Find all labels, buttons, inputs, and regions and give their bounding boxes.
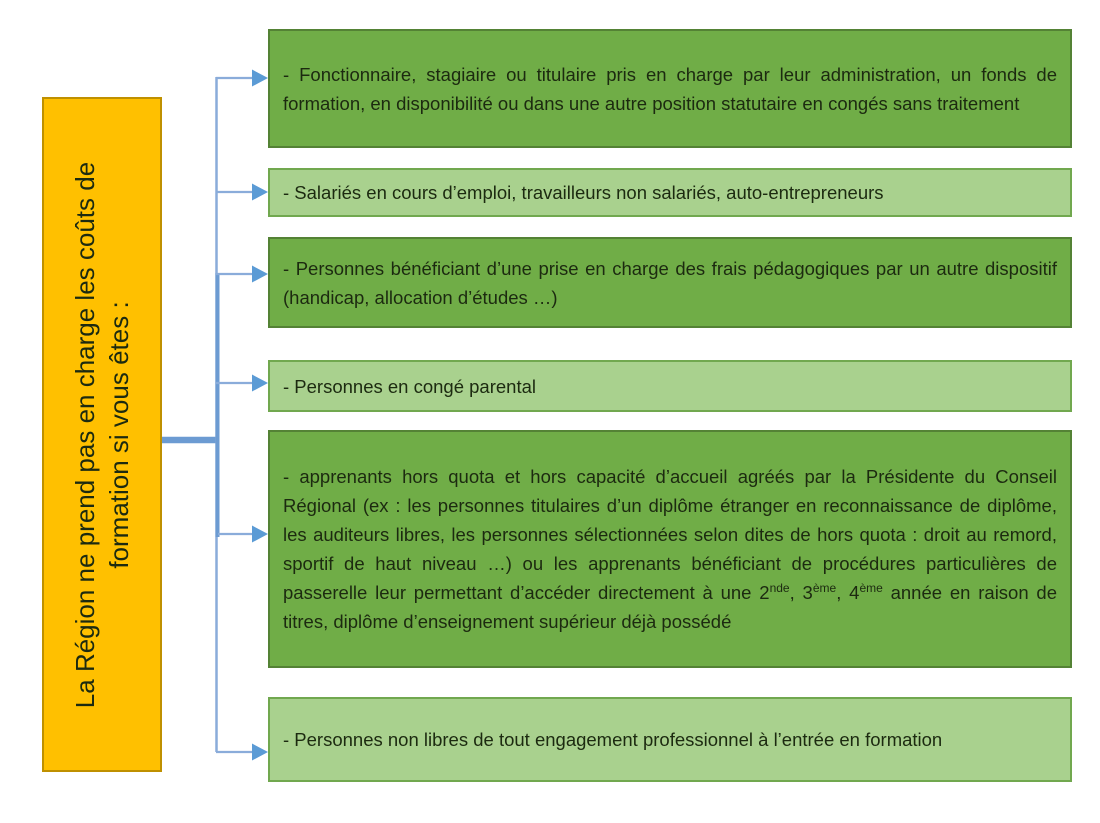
reason-text-segment: année en raison de titres, diplôme d’enseignement supérieur déjà possédé	[283, 582, 1058, 632]
arrowhead-icon	[252, 526, 268, 543]
reason-box-fonctionnaire	[268, 29, 1072, 148]
superscript: ème	[859, 581, 883, 595]
reason-text-segment: , 4	[836, 582, 860, 603]
arrowhead-icon	[252, 266, 268, 283]
reason-box-prise-en-charge	[268, 237, 1072, 328]
reason-text: - Salariés en cours d’emploi, travailleurs non salariés, auto-entrepreneurs	[283, 182, 884, 203]
reason-text: - Personnes en congé parental	[283, 375, 537, 397]
reason-box-conge-parental	[268, 360, 1072, 412]
arrowhead-icon	[252, 744, 268, 761]
reason-text: - Personnes non libres de tout engagement professionnel à l’entrée en formation	[283, 729, 943, 750]
page-title	[44, 99, 160, 770]
page-title-line-1: La Région ne prend pas en charge les coûts de	[70, 161, 100, 708]
reason-text-segment: - apprenants hors quota et hors capacité d’accueil agréés par la Présidente du Conseil Régional (ex : les personnes titulaires d’un diplôme étranger en reconnaissance de diplôme, les auditeurs libres, les personnes sélectionnées selon dites de hors quota : droit au remord, sportif de haut niveau …) ou les apprenants bénéficiant de procédures particulières de passerelle leur permettant d’accéder directement à une 2	[283, 466, 1057, 603]
superscript: nde	[769, 581, 790, 595]
arrowhead-icon	[252, 184, 268, 201]
left-title-box	[42, 97, 162, 772]
reason-box-salaries	[268, 168, 1072, 217]
arrowhead-icon	[252, 70, 268, 87]
reason-text-segment: , 3	[789, 582, 813, 603]
reason-text: - Personnes bénéficiant d’une prise en charge des frais pédagogiques par un autre dispositif (handicap, allocation d’études …)	[283, 257, 1057, 308]
arrowhead-icon	[252, 375, 268, 392]
reason-box-apprenants-hors-quota	[268, 430, 1072, 668]
reason-text: - Fonctionnaire, stagiaire ou titulaire pris en charge par leur administration, un fonds de formation, en disponibilité ou dans une autre position statutaire en congés sans traitement	[283, 63, 1057, 114]
page-title-line-2: formation si vous êtes :	[104, 300, 134, 569]
reason-box-engagement-professionnel	[268, 697, 1072, 782]
superscript: ème	[812, 581, 837, 595]
reason-text	[283, 462, 1057, 636]
